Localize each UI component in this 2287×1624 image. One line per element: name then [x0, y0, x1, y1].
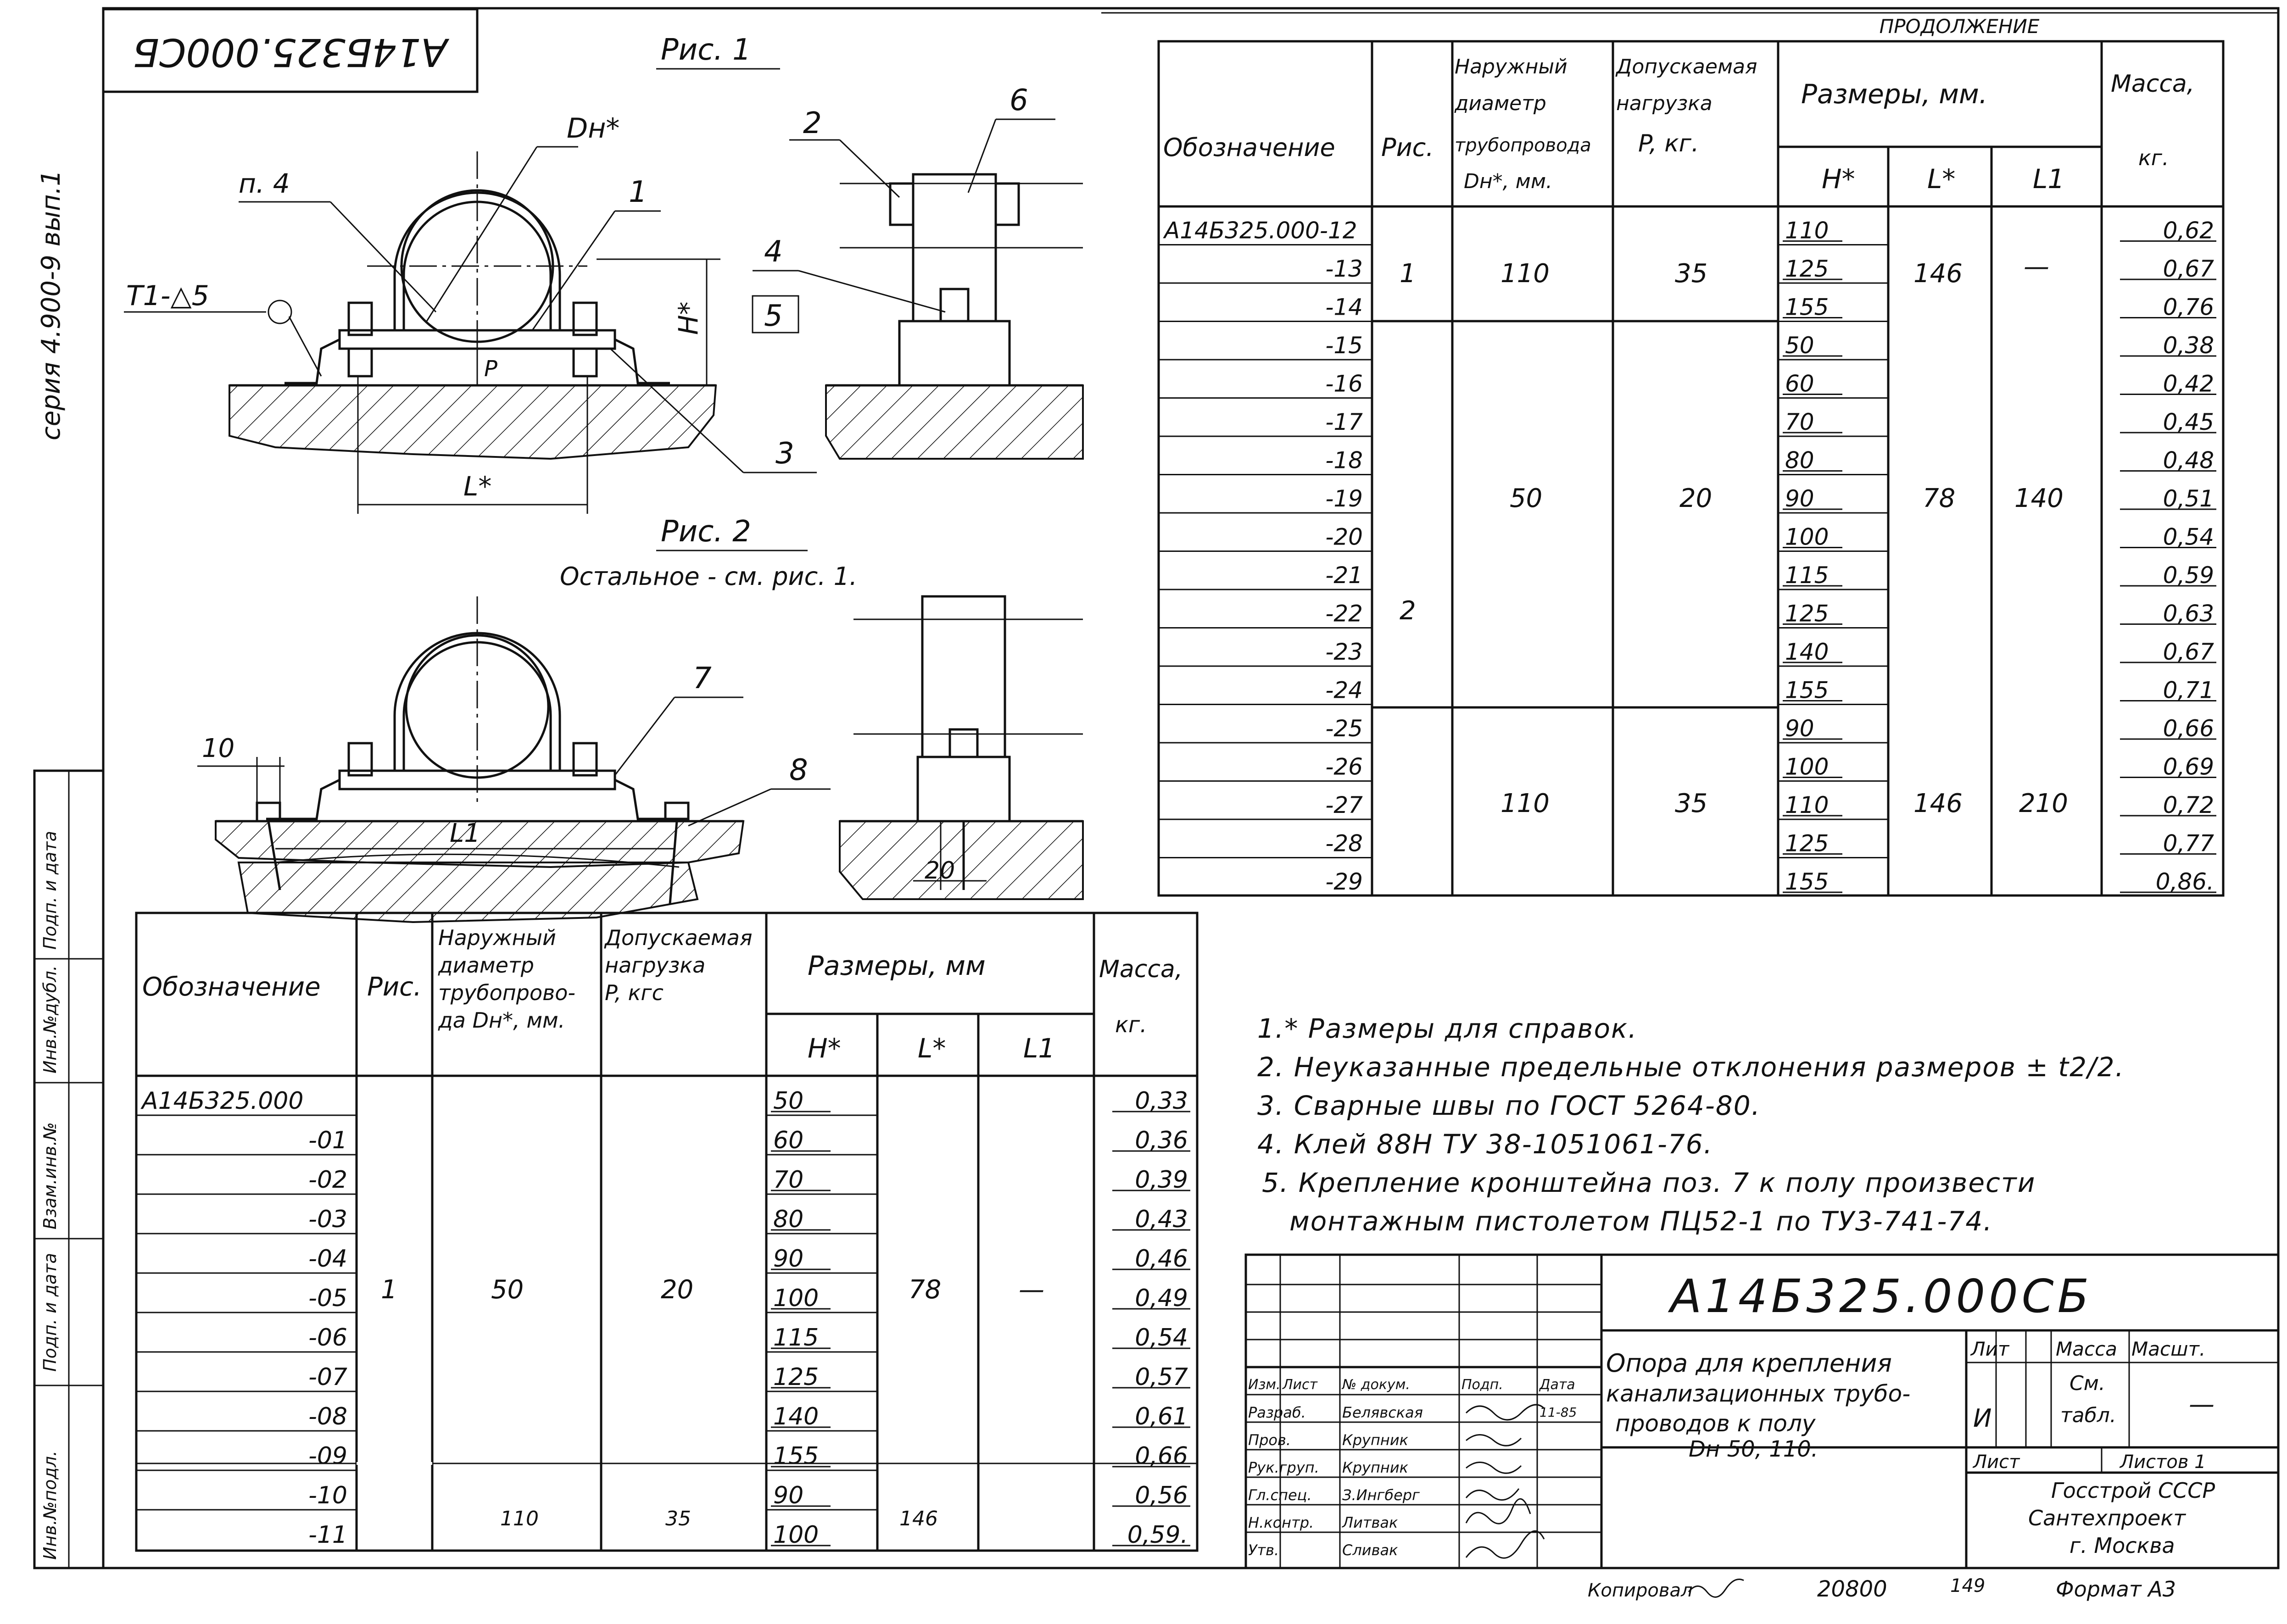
- rt-merged-fig1: 1: [1400, 259, 1416, 289]
- rt-mass-value: 0,86.: [2155, 868, 2214, 895]
- tb-hdr-1: Лист: [1283, 1377, 1318, 1393]
- rt-designation: -24: [1325, 677, 1363, 704]
- tb-hdr-3: Подп.: [1461, 1377, 1503, 1393]
- rt-merged-l11: —: [2024, 252, 2049, 282]
- footer-format: Формат А3: [2056, 1577, 2176, 1602]
- lt-h-value: 155: [773, 1442, 819, 1470]
- note-3: 3. Сварные швы по ГОСТ 5264-80.: [1257, 1090, 1761, 1121]
- note-2: 2. Неуказанные предельные отклонения размеров ± t2/2.: [1257, 1051, 2125, 1083]
- lt-h-mass-0: Масса,: [1099, 956, 1183, 983]
- rt-designation: -27: [1325, 792, 1363, 818]
- rt-h-l: L*: [1927, 163, 1956, 195]
- lt-mass-value: 0,43: [1135, 1206, 1188, 1233]
- rt-mass-value: 0,77: [2163, 830, 2214, 857]
- rt-h-value: 90: [1785, 485, 1814, 512]
- rt-merged-l3: 146: [1913, 789, 1963, 818]
- tb-name-0: Опора для крепления: [1606, 1349, 1892, 1378]
- rt-designation: -26: [1325, 753, 1363, 780]
- tb-hdr-0: Изм.: [1248, 1377, 1281, 1393]
- rt-h-dia-3: Dн*, мм.: [1464, 170, 1552, 193]
- rt-h-l1: L1: [2033, 163, 2065, 195]
- rt-h-value: 140: [1785, 639, 1829, 665]
- rt-h-value: 115: [1785, 562, 1829, 589]
- fig2-callout-8: 8: [789, 753, 808, 787]
- rt-mass-value: 0,48: [2163, 447, 2214, 474]
- lt-merged-dia1: 50: [491, 1275, 524, 1305]
- lt-h-load-1: нагрузка: [605, 953, 706, 978]
- rt-h-value: 155: [1785, 294, 1829, 321]
- rt-designation: -16: [1325, 370, 1363, 397]
- right-table: [1159, 41, 2223, 895]
- note-1: 1.* Размеры для справок.: [1257, 1013, 1638, 1044]
- fig2-callout-7: 7: [693, 662, 712, 695]
- lt-h-sizes: Размеры, мм: [808, 950, 986, 981]
- lt-designation: -10: [308, 1482, 347, 1509]
- lt-h-l1: L1: [1023, 1033, 1055, 1064]
- lt-mass-value: 0,33: [1135, 1087, 1188, 1115]
- fig1-dim-h: H*: [673, 301, 704, 335]
- tb-name-row-5: Сливак: [1342, 1541, 1398, 1559]
- rt-designation: -15: [1325, 332, 1363, 359]
- signature-2: [1466, 1435, 1521, 1446]
- fig1-callout-5: 5: [764, 299, 783, 333]
- tb-lit-value: И: [1973, 1404, 1992, 1433]
- lt-mass-value: 0,61: [1135, 1403, 1188, 1430]
- tb-name-3: Dн 50, 110.: [1689, 1436, 1818, 1462]
- tb-name-2: проводов к полу: [1615, 1410, 1816, 1437]
- lt-h-value: 100: [773, 1521, 819, 1549]
- rt-h-value: 100: [1785, 753, 1829, 780]
- tb-mass-value-0: См.: [2069, 1372, 2105, 1395]
- fig2-title: Рис. 2: [661, 515, 751, 549]
- notes-block: [1257, 1009, 2221, 1240]
- lt-designation: -06: [308, 1324, 347, 1351]
- fig1-dim-dn: Dн*: [567, 112, 620, 145]
- lt-designation: -01: [308, 1127, 347, 1154]
- lt-h-load-2: P, кгс: [605, 980, 664, 1005]
- footer-copied: Копировал: [1588, 1580, 1693, 1601]
- lt-h-mass-1: кг.: [1115, 1012, 1147, 1038]
- rt-h-dia-1: диаметр: [1455, 92, 1546, 115]
- rt-h-value: 50: [1785, 332, 1814, 359]
- rt-h-sizes: Размеры, мм.: [1801, 78, 1988, 110]
- lt-h-value: 80: [773, 1206, 804, 1233]
- tb-org-2: г. Москва: [2069, 1533, 2175, 1558]
- figure-2: [197, 515, 857, 922]
- tb-name-row-2: Крупник: [1342, 1459, 1408, 1476]
- lt-h-dia-1: диаметр: [438, 953, 534, 978]
- rt-designation: А14Б325.000-12: [1164, 217, 1357, 244]
- lt-h-value: 90: [773, 1245, 804, 1273]
- rt-h-value: 125: [1785, 256, 1829, 282]
- fig1-callout-1: 1: [629, 175, 647, 209]
- fig1-dim-l: L*: [463, 471, 492, 502]
- lt-h-value: 60: [773, 1127, 804, 1154]
- fig2-dim-20: 20: [925, 857, 955, 884]
- lt-mass-value: 0,54: [1135, 1324, 1188, 1351]
- lt-designation: -11: [308, 1521, 347, 1549]
- figure-1-side-view: [753, 83, 1083, 459]
- rt-h-mass-1: кг.: [2138, 145, 2169, 170]
- fig1-weld-symbol: T1-△5: [126, 280, 209, 312]
- rt-h-load-1: нагрузка: [1616, 92, 1712, 115]
- rt-mass-value: 0,38: [2163, 332, 2214, 359]
- left-table: [136, 913, 1197, 1551]
- lt-mass-value: 0,59.: [1127, 1521, 1188, 1549]
- tb-name-row-1: Крупник: [1342, 1431, 1408, 1449]
- rt-designation: -22: [1325, 600, 1363, 627]
- tb-role-0: Разраб.: [1248, 1404, 1306, 1421]
- rt-h-h: H*: [1822, 163, 1855, 195]
- lt-designation: А14Б325.000: [142, 1087, 304, 1115]
- rt-merged-load2: 20: [1679, 484, 1712, 513]
- lt-merged-dia2: 110: [500, 1507, 539, 1530]
- rt-designation: -20: [1325, 523, 1363, 551]
- rt-h-value: 155: [1785, 868, 1829, 895]
- tb-name-row-4: Литвак: [1342, 1514, 1398, 1531]
- signature-5: [1466, 1499, 1530, 1524]
- fig2-dim-l1: L1: [450, 818, 480, 848]
- fig1-callout-4: 4: [764, 235, 783, 269]
- tb-role-5: Утв.: [1248, 1541, 1279, 1559]
- tb-lit-label: Лит: [1971, 1338, 2009, 1360]
- rt-merged-load1: 35: [1675, 259, 1708, 289]
- fig1-callout-3: 3: [775, 437, 794, 471]
- lt-mass-value: 0,57: [1135, 1363, 1188, 1391]
- lt-merged-fig: 1: [381, 1275, 397, 1305]
- signature-1: [1466, 1405, 1544, 1420]
- lt-h-fig: Рис.: [367, 972, 422, 1002]
- lt-h-designation: Обозначение: [142, 972, 321, 1002]
- lt-h-h: H*: [808, 1033, 841, 1064]
- tb-code: А14Б325.000СБ: [1670, 1269, 2093, 1323]
- lt-h-dia-3: да Dн*, мм.: [438, 1008, 565, 1033]
- lt-merged-l1: 78: [909, 1275, 942, 1305]
- rt-mass-value: 0,62: [2163, 217, 2214, 244]
- rt-designation: -23: [1325, 639, 1363, 665]
- tb-scale-value: —: [2189, 1390, 2214, 1419]
- tb-name-row-3: З.Ингберг: [1342, 1486, 1420, 1504]
- rt-mass-value: 0,42: [2163, 370, 2214, 397]
- lt-h-value: 70: [773, 1166, 804, 1194]
- signature-4: [1466, 1489, 1519, 1500]
- rt-merged-l12: 140: [2014, 484, 2064, 513]
- rt-h-load-0: Допускаемая: [1616, 55, 1757, 78]
- lt-designation: -07: [308, 1363, 347, 1391]
- lt-mass-value: 0,36: [1135, 1127, 1188, 1154]
- rt-h-value: 80: [1785, 447, 1814, 474]
- lt-mass-value: 0,49: [1135, 1285, 1188, 1312]
- note-4: 4. Клей 88Н ТУ 38-1051061-76.: [1257, 1129, 1713, 1160]
- rt-designation: -18: [1325, 447, 1363, 474]
- rt-merged-l1: 146: [1913, 259, 1963, 289]
- fig2-dim-10: 10: [202, 734, 235, 763]
- rt-designation: -21: [1325, 562, 1363, 589]
- rt-mass-value: 0,67: [2163, 256, 2214, 282]
- tb-mass-label: Масса: [2056, 1338, 2117, 1360]
- lt-h-value: 90: [773, 1482, 804, 1509]
- rt-mass-value: 0,69: [2163, 753, 2214, 780]
- rt-h-dia-2: трубопровода: [1455, 135, 1591, 156]
- signature-6: [1466, 1531, 1544, 1558]
- rt-merged-l13: 210: [2019, 789, 2068, 818]
- tb-org-1: Сантехпроект: [2028, 1506, 2186, 1530]
- lt-designation: -05: [308, 1285, 347, 1312]
- lt-h-value: 100: [773, 1285, 819, 1312]
- rt-designation: -28: [1325, 830, 1363, 857]
- doc-code-stamp: А14Б325.000СБ: [133, 30, 447, 75]
- rt-mass-value: 0,63: [2163, 600, 2214, 627]
- lt-h-dia-2: трубопрово-: [438, 980, 575, 1005]
- footer-sheet-no: 149: [1950, 1575, 1986, 1596]
- lt-h-load-0: Допускаемая: [605, 925, 753, 950]
- rt-h-designation: Обозначение: [1163, 133, 1335, 162]
- tb-mass-value-1: табл.: [2060, 1404, 2116, 1427]
- rt-h-fig: Рис.: [1381, 133, 1434, 162]
- margin-label-sign2: Подп. и дата: [40, 831, 60, 950]
- note-5: 5. Крепление кронштейна поз. 7 к полу произвести: [1262, 1167, 2036, 1198]
- rt-mass-value: 0,76: [2163, 294, 2214, 321]
- tb-role-4: Н.контр.: [1248, 1514, 1314, 1531]
- tb-sheets-label: Листов 1: [2120, 1452, 2206, 1473]
- rt-merged-l2: 78: [1923, 484, 1956, 513]
- rt-h-load-2: P, кг.: [1638, 130, 1699, 157]
- lt-designation: -09: [308, 1442, 347, 1470]
- rt-mass-value: 0,71: [2163, 677, 2214, 704]
- rt-designation: -25: [1325, 715, 1363, 742]
- rt-designation: -29: [1325, 868, 1363, 895]
- lt-h-l: L*: [918, 1033, 946, 1064]
- rt-mass-value: 0,72: [2163, 792, 2214, 818]
- rt-designation: -13: [1325, 256, 1363, 282]
- lt-merged-load2: 35: [665, 1507, 691, 1530]
- lt-merged-load1: 20: [661, 1275, 694, 1305]
- series-label: серия 4.900-9 вып.1: [36, 170, 66, 440]
- fig2-subtitle: Остальное - см. рис. 1.: [560, 562, 858, 591]
- footer-copied-signature: [1689, 1580, 1744, 1597]
- margin-label-inv: Инв.№подл.: [40, 1450, 60, 1560]
- tb-name-row-0: Белявская: [1342, 1404, 1423, 1421]
- lt-h-dia-0: Наружный: [438, 925, 556, 950]
- rt-h-mass-0: Масса,: [2111, 70, 2195, 98]
- note-6: монтажным пистолетом ПЦ52-1 по ТУ3-741-74.: [1289, 1206, 1993, 1237]
- lt-mass-value: 0,66: [1135, 1442, 1188, 1470]
- margin-label-dubl: Инв.№дубл.: [40, 965, 60, 1073]
- lt-mass-value: 0,39: [1135, 1166, 1188, 1194]
- rt-h-value: 155: [1785, 677, 1829, 704]
- rt-h-value: 100: [1785, 523, 1829, 551]
- lt-mass-value: 0,46: [1135, 1245, 1188, 1273]
- rt-merged-dia2: 50: [1510, 484, 1543, 513]
- title-block: [1246, 1255, 2278, 1568]
- rt-designation: -17: [1325, 409, 1363, 435]
- rt-h-dia-0: Наружный: [1455, 55, 1567, 78]
- rt-merged-dia3: 110: [1500, 789, 1550, 818]
- lt-h-value: 115: [773, 1324, 819, 1351]
- lt-mass-value: 0,56: [1135, 1482, 1188, 1509]
- lt-designation: -02: [308, 1166, 347, 1194]
- tb-hdr-2: № докум.: [1342, 1377, 1410, 1393]
- rt-mass-value: 0,67: [2163, 639, 2214, 665]
- rt-mass-value: 0,45: [2163, 409, 2214, 435]
- rt-h-value: 125: [1785, 600, 1829, 627]
- rt-merged-dia1: 110: [1500, 259, 1550, 289]
- lt-designation: -08: [308, 1403, 347, 1430]
- fig1-note-p4: п. 4: [239, 168, 290, 199]
- rt-mass-value: 0,59: [2163, 562, 2214, 589]
- margin-label-sign1: Подп. и дата: [40, 1253, 60, 1372]
- signature-3: [1466, 1463, 1521, 1474]
- lt-designation: -03: [308, 1206, 347, 1233]
- rt-h-value: 110: [1785, 217, 1829, 244]
- rt-h-value: 60: [1785, 370, 1814, 397]
- tb-scale-label: Масшт.: [2131, 1338, 2206, 1360]
- rt-h-value: 125: [1785, 830, 1829, 857]
- lt-merged-l11: —: [1019, 1275, 1044, 1305]
- tb-org-0: Госстрой СССР: [2051, 1478, 2215, 1503]
- figure-2-side-view: [840, 596, 1083, 899]
- left-table-rows: [136, 1087, 1190, 1549]
- rt-mass-value: 0,66: [2163, 715, 2214, 742]
- fig1-title: Рис. 1: [661, 33, 751, 67]
- lt-merged-l2: 146: [899, 1507, 938, 1530]
- rt-merged-fig2: 2: [1400, 596, 1416, 626]
- figure-1: [124, 33, 817, 514]
- lt-designation: -04: [308, 1245, 347, 1273]
- fig1-callout-2: 2: [803, 106, 822, 140]
- lt-h-value: 50: [773, 1087, 804, 1115]
- lt-h-value: 140: [773, 1403, 819, 1430]
- margin-label-vzam: Взам.инв.№: [40, 1122, 60, 1229]
- rt-h-value: 110: [1785, 792, 1829, 818]
- tb-date-first: 11-85: [1540, 1405, 1577, 1420]
- footer-number: 20800: [1817, 1576, 1887, 1602]
- fig1-load: P: [484, 356, 497, 382]
- tb-name-1: канализационных трубо-: [1606, 1380, 1911, 1407]
- rt-designation: -14: [1325, 294, 1363, 321]
- rt-h-value: 90: [1785, 715, 1814, 742]
- tb-role-1: Пров.: [1248, 1431, 1291, 1449]
- tb-role-3: Гл.спец.: [1248, 1486, 1312, 1504]
- rt-mass-value: 0,54: [2163, 523, 2214, 551]
- fig1-callout-6: 6: [1010, 83, 1028, 117]
- rt-h-value: 70: [1785, 409, 1814, 435]
- rt-merged-load3: 35: [1675, 789, 1708, 818]
- tb-role-2: Рук.груп.: [1248, 1459, 1319, 1476]
- lt-h-value: 125: [773, 1363, 819, 1391]
- tb-hdr-4: Дата: [1540, 1377, 1575, 1393]
- rt-designation: -19: [1325, 485, 1363, 512]
- rt-mass-value: 0,51: [2163, 485, 2214, 512]
- continuation-label: ПРОДОЛЖЕНИЕ: [1879, 15, 2040, 38]
- tb-sheet-label: Лист: [1973, 1452, 2020, 1473]
